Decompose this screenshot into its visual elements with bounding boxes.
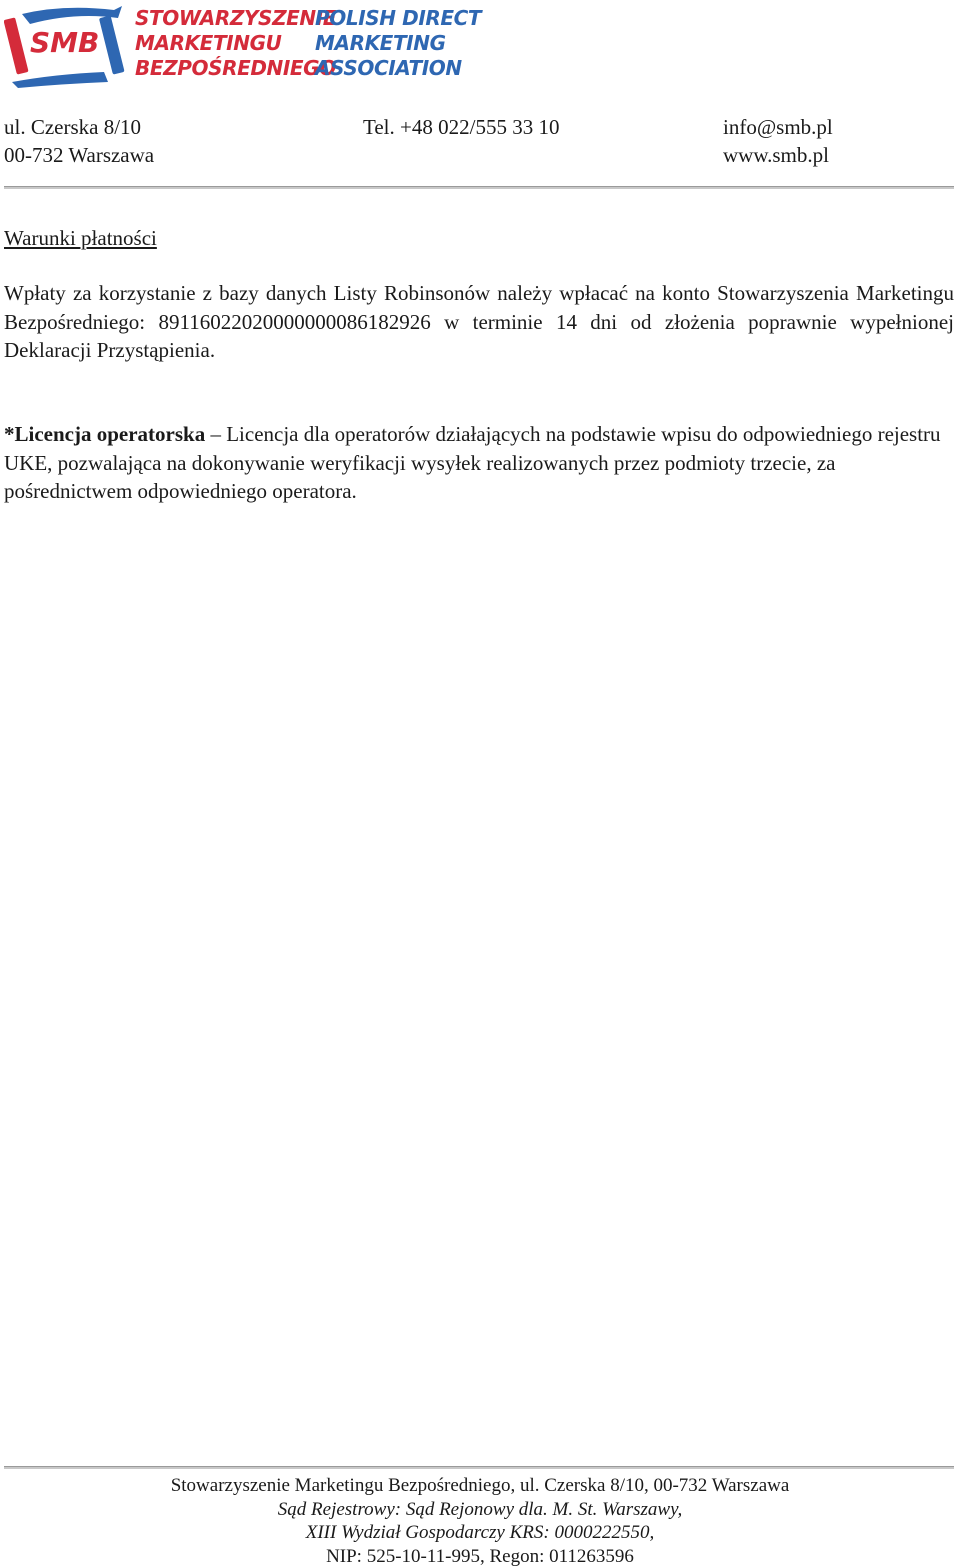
footer-line-3: XIII Wydział Gospodarczy KRS: 0000222550,: [305, 1522, 655, 1543]
phone-number: Tel. +48 022/555 33 10: [363, 115, 560, 139]
logo-name-polish: [135, 6, 336, 81]
logo-name-en-line1: POLISH DIRECT: [315, 6, 482, 30]
logo-name-en-line2: MARKETING: [315, 31, 446, 55]
payment-paragraph: Wpłaty za korzystanie z bazy danych Listy Robinsonów należy wpłacać na konto Stowarzyszenia Marketingu Bezpośredniego: 89116022020000000086182926 w terminie 14 dni od złożenia poprawnie wypełnionej Deklaracji Przystąpienia.: [4, 281, 954, 362]
email-link[interactable]: info@smb.pl: [723, 115, 833, 139]
footer: [0, 1474, 960, 1568]
license-paragraph: [4, 420, 954, 506]
logo-name-pl-line1: STOWARZYSZENIE: [135, 6, 337, 30]
logo-name-en-line3: ASSOCIATION: [315, 56, 462, 80]
address-line-2: 00-732 Warszawa: [4, 143, 155, 167]
smb-logo-mark-icon: [4, 4, 126, 88]
website-link[interactable]: www.smb.pl: [723, 143, 829, 167]
footer-divider: [4, 1466, 954, 1469]
logo-mark-text: SMB: [30, 26, 100, 59]
footer-line-4: NIP: 525-10-11-995, Regon: 011263596: [326, 1545, 634, 1567]
logo-name-pl-line3: BEZPOŚREDNIEGO: [135, 56, 336, 80]
section-title: Warunki płatności: [4, 226, 157, 250]
header-divider: [4, 186, 954, 189]
footer-line-1: Stowarzyszenie Marketingu Bezpośredniego, ul. Czerska 8/10, 00-732 Warszawa: [170, 1475, 790, 1496]
license-term: *Licencja operatorska: [4, 422, 206, 446]
logo-name-pl-line2: MARKETINGU: [135, 31, 282, 55]
footer-line-2: Sąd Rejestrowy: Sąd Rejonowy dla. M. St. Warszawy,: [277, 1498, 683, 1520]
address-line-1: ul. Czerska 8/10: [4, 115, 142, 139]
license-definition: – Licencja dla operatorów działających na podstawie wpisu do odpowiedniego rejestru UKE, pozwalająca na dokonywanie weryfikacji wysyłek realizowanych przez podmioty trzecie, za pośrednictwem odpowiedniego operatora.: [4, 422, 941, 503]
logo-name-english: [315, 6, 481, 81]
smb-logo: [4, 4, 482, 88]
